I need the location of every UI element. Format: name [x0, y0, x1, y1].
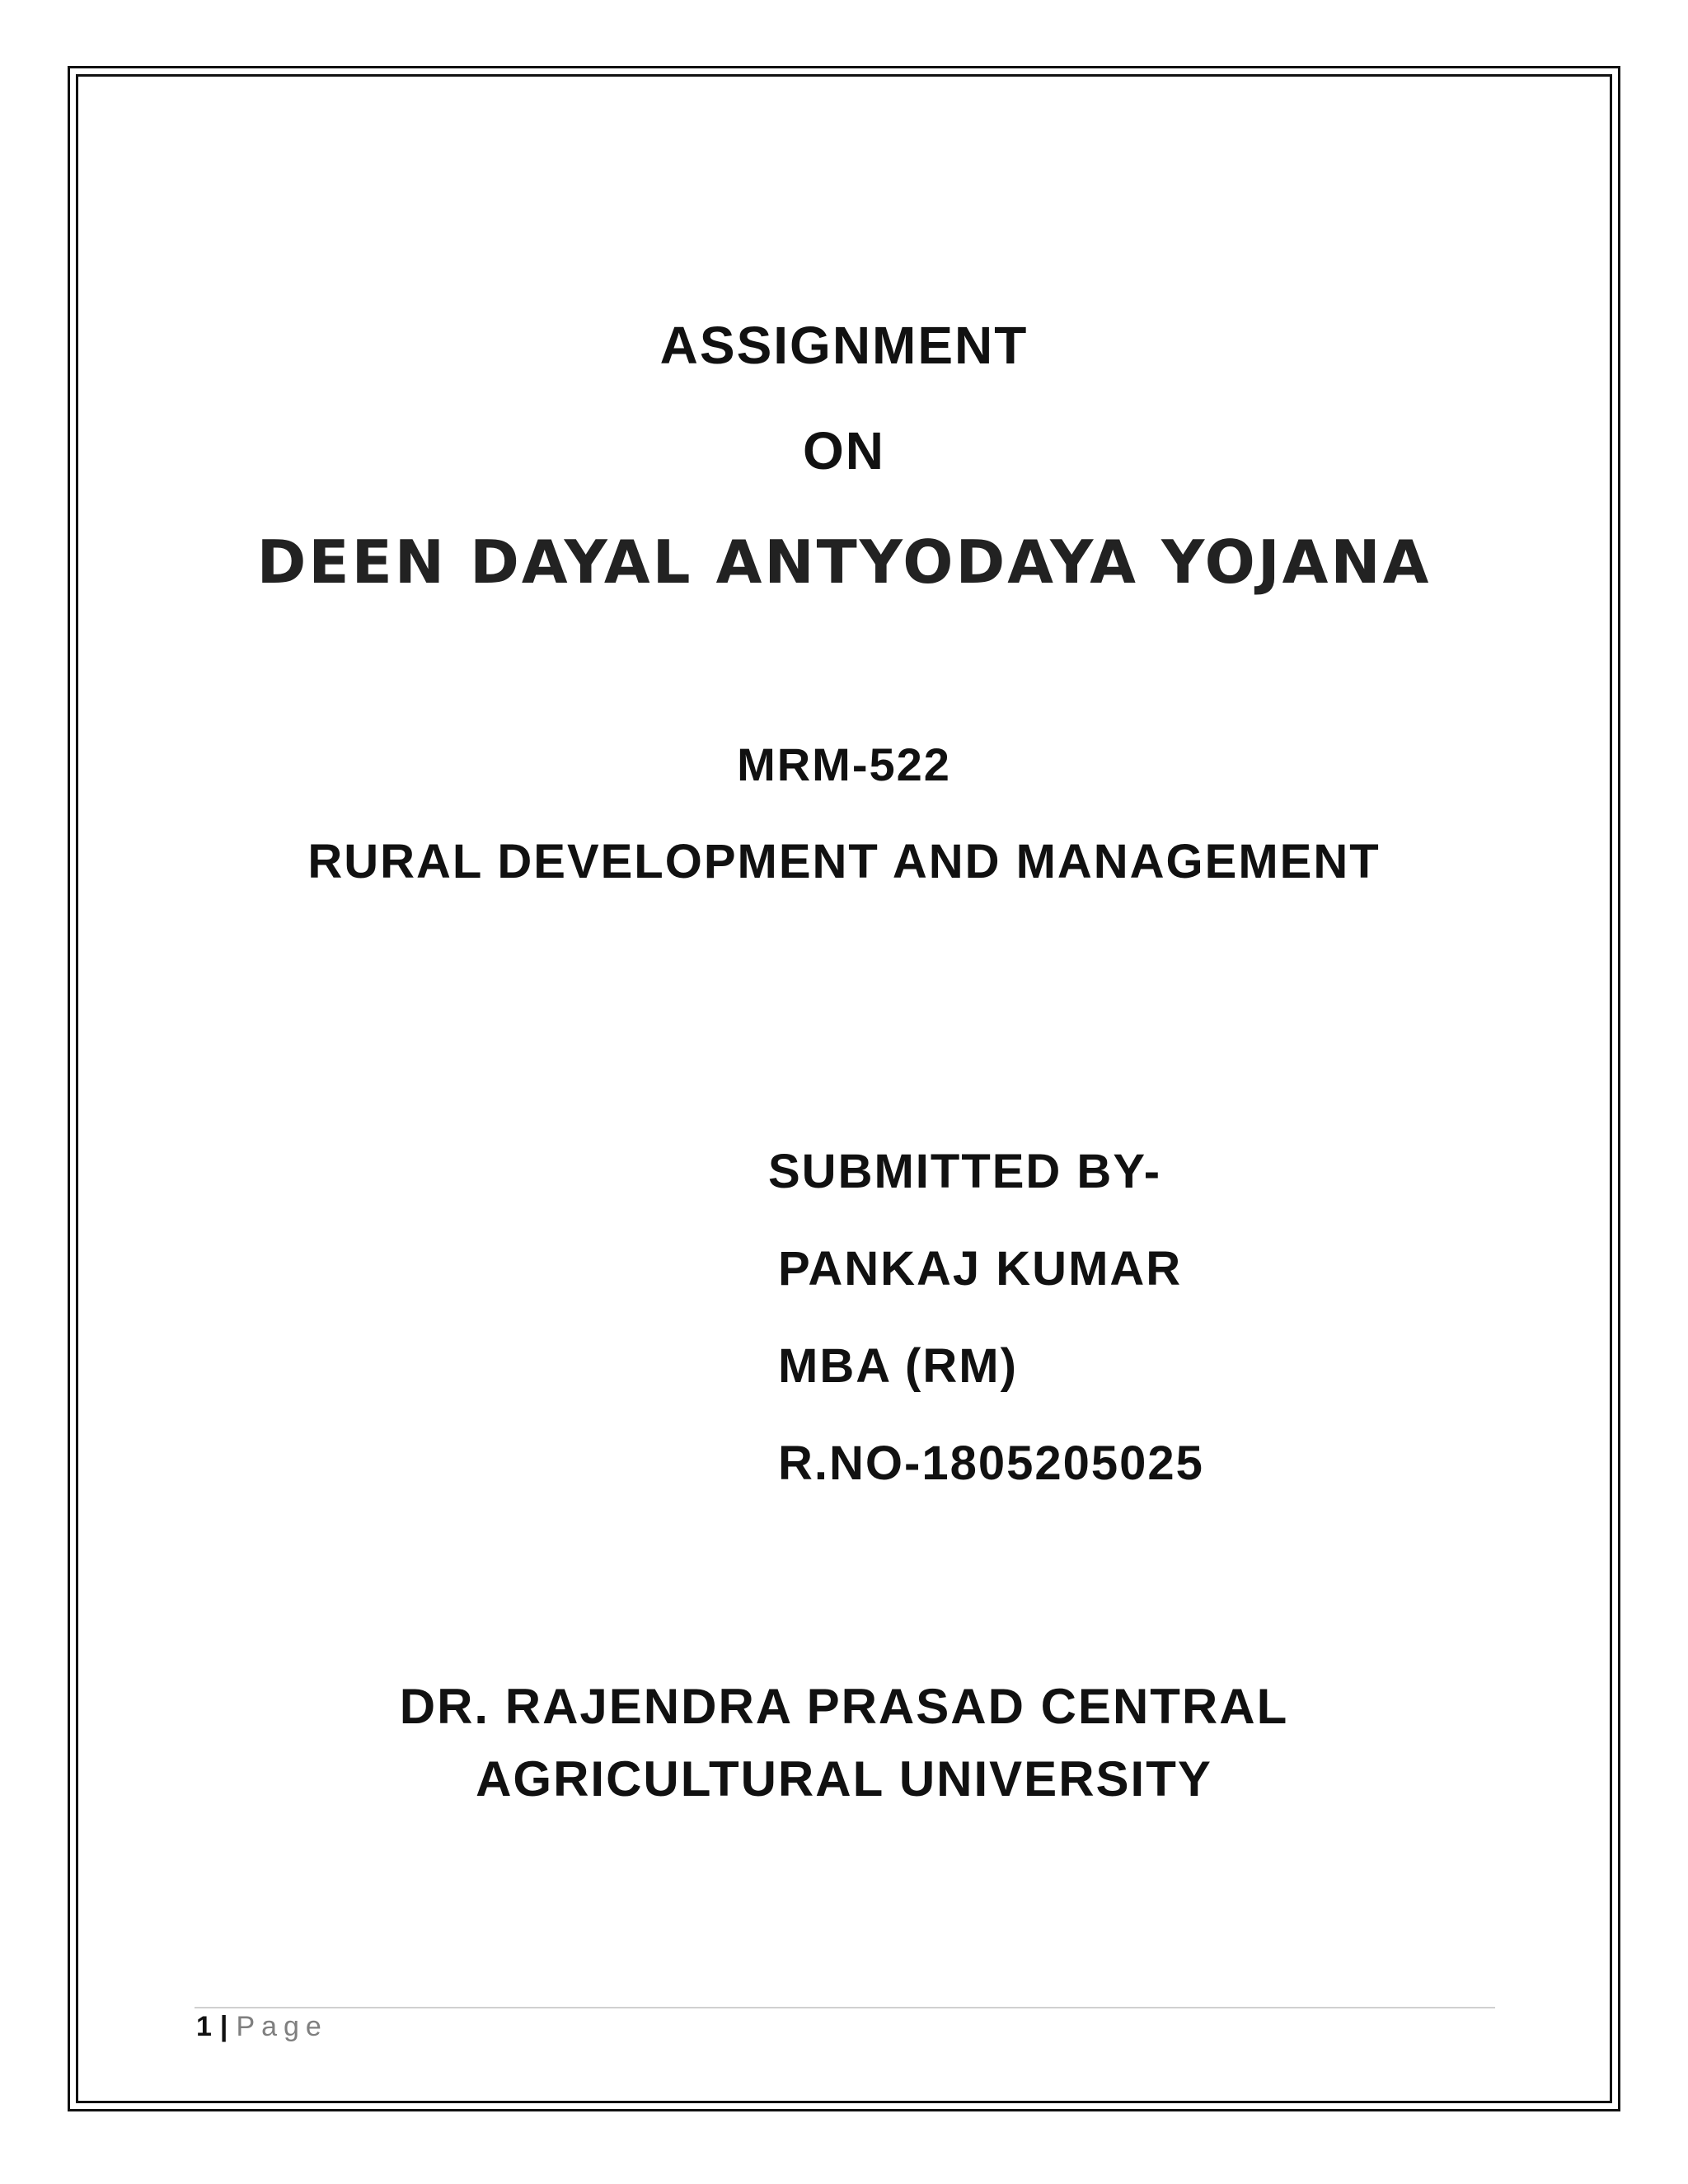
footer-separator: | — [219, 2011, 228, 2042]
university-name-line2: AGRICULTURAL UNIVERSITY — [476, 1751, 1212, 1807]
student-name: PANKAJ KUMAR — [778, 1242, 1183, 1296]
title-scheme-name: DEEN DAYAL ANTYODAYA YOJANA — [256, 527, 1432, 597]
page-number: 1 — [196, 2011, 212, 2042]
submitted-by-heading: SUBMITTED BY- — [768, 1145, 1162, 1198]
course-name: RURAL DEVELOPMENT AND MANAGEMENT — [307, 835, 1381, 888]
student-program: MBA (RM) — [778, 1339, 1018, 1393]
page-label: Page — [236, 2011, 328, 2042]
student-roll-number: R.NO-1805205025 — [778, 1436, 1204, 1490]
page-footer — [196, 2011, 328, 2043]
footer-divider — [195, 2007, 1495, 2008]
title-assignment: ASSIGNMENT — [659, 316, 1029, 375]
title-on: ON — [803, 421, 885, 480]
course-code: MRM-522 — [737, 738, 951, 790]
university-name-line1: DR. RAJENDRA PRASAD CENTRAL — [399, 1679, 1289, 1734]
